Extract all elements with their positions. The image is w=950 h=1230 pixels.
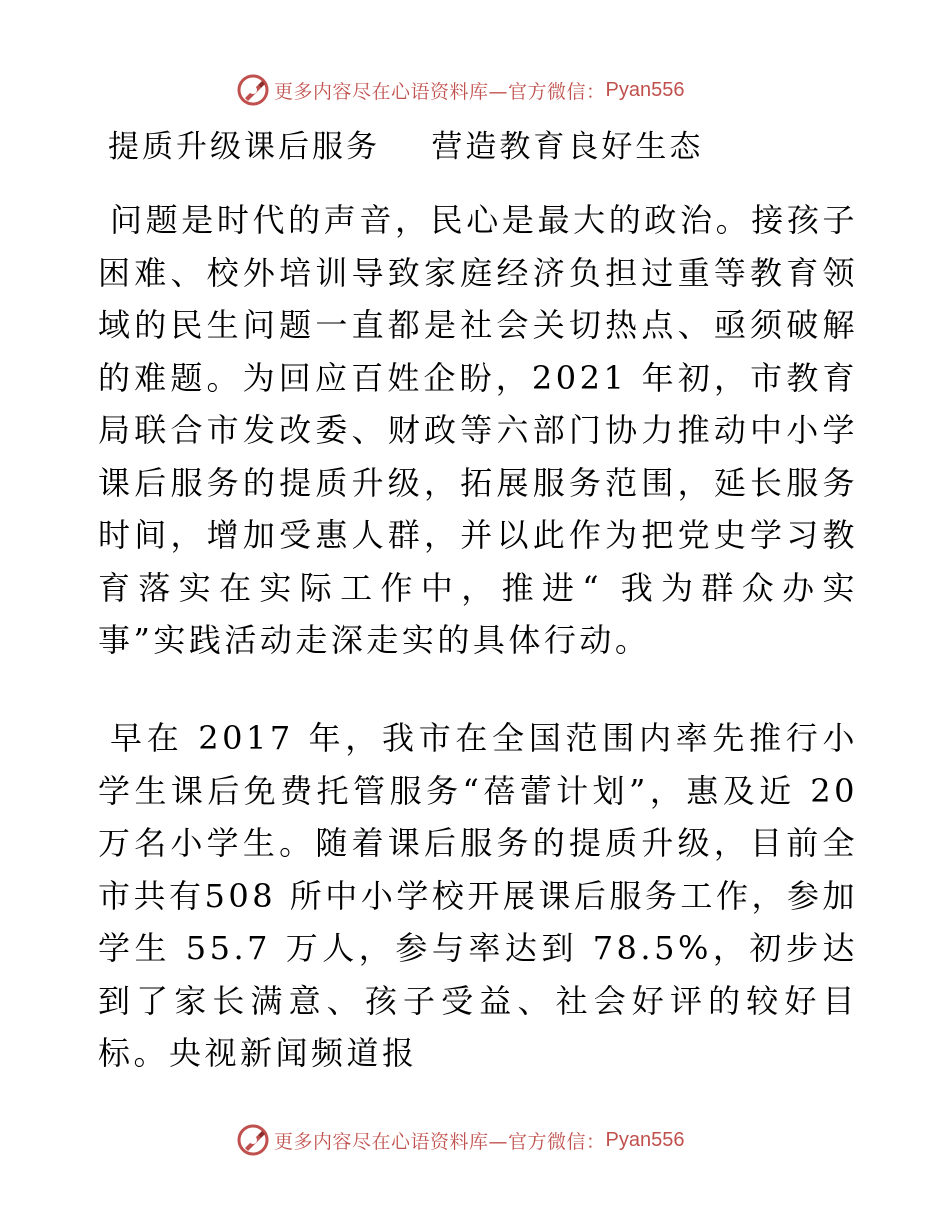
paragraph-1: 问题是时代的声音，民心是最大的政治。接孩子困难、校外培训导致家庭经济负担过重等教育领域的民生问题一直都是社会关切热点、亟须破解的难题。为回应百姓企盼，2021 年初，市教育局联合市发改委、财政等六部门协力推动中小学课后服务的提质升级，拓展服务范围，延长服务时间，增加受惠人群，并以此作为把党史学习教育落实在实际工作中，推进“ 我为群众办实事”实践活动走深走实的具体行动。 [98,201,858,659]
pen-logo-icon [236,1123,270,1157]
footer-watermark [236,1122,684,1158]
pen-logo-icon [236,73,270,107]
watermark-wechat-id: Pyan556 [605,1128,685,1151]
header-watermark [236,72,684,108]
watermark-wechat-id: Pyan556 [605,78,685,101]
watermark-text: 更多内容尽在心语资料库—官方微信： [274,1130,606,1153]
document-title: 提质升级课后服务 营造教育良好生态 [108,129,704,165]
paragraph-2: 早在 2017 年，我市在全国范围内率先推行小学生课后免费托管服务“蓓蕾计划”，惠及近 20 万名小学生。随着课后服务的提质升级，目前全市共有508 所中小学校开展课后服务工作，参加学生 55.7 万人，参与率达到 78.5%，初步达到了家长满意、孩子受益、社会好评的较好目标。央视新闻频道报 [98,719,858,1072]
watermark-text: 更多内容尽在心语资料库—官方微信： [274,80,606,103]
